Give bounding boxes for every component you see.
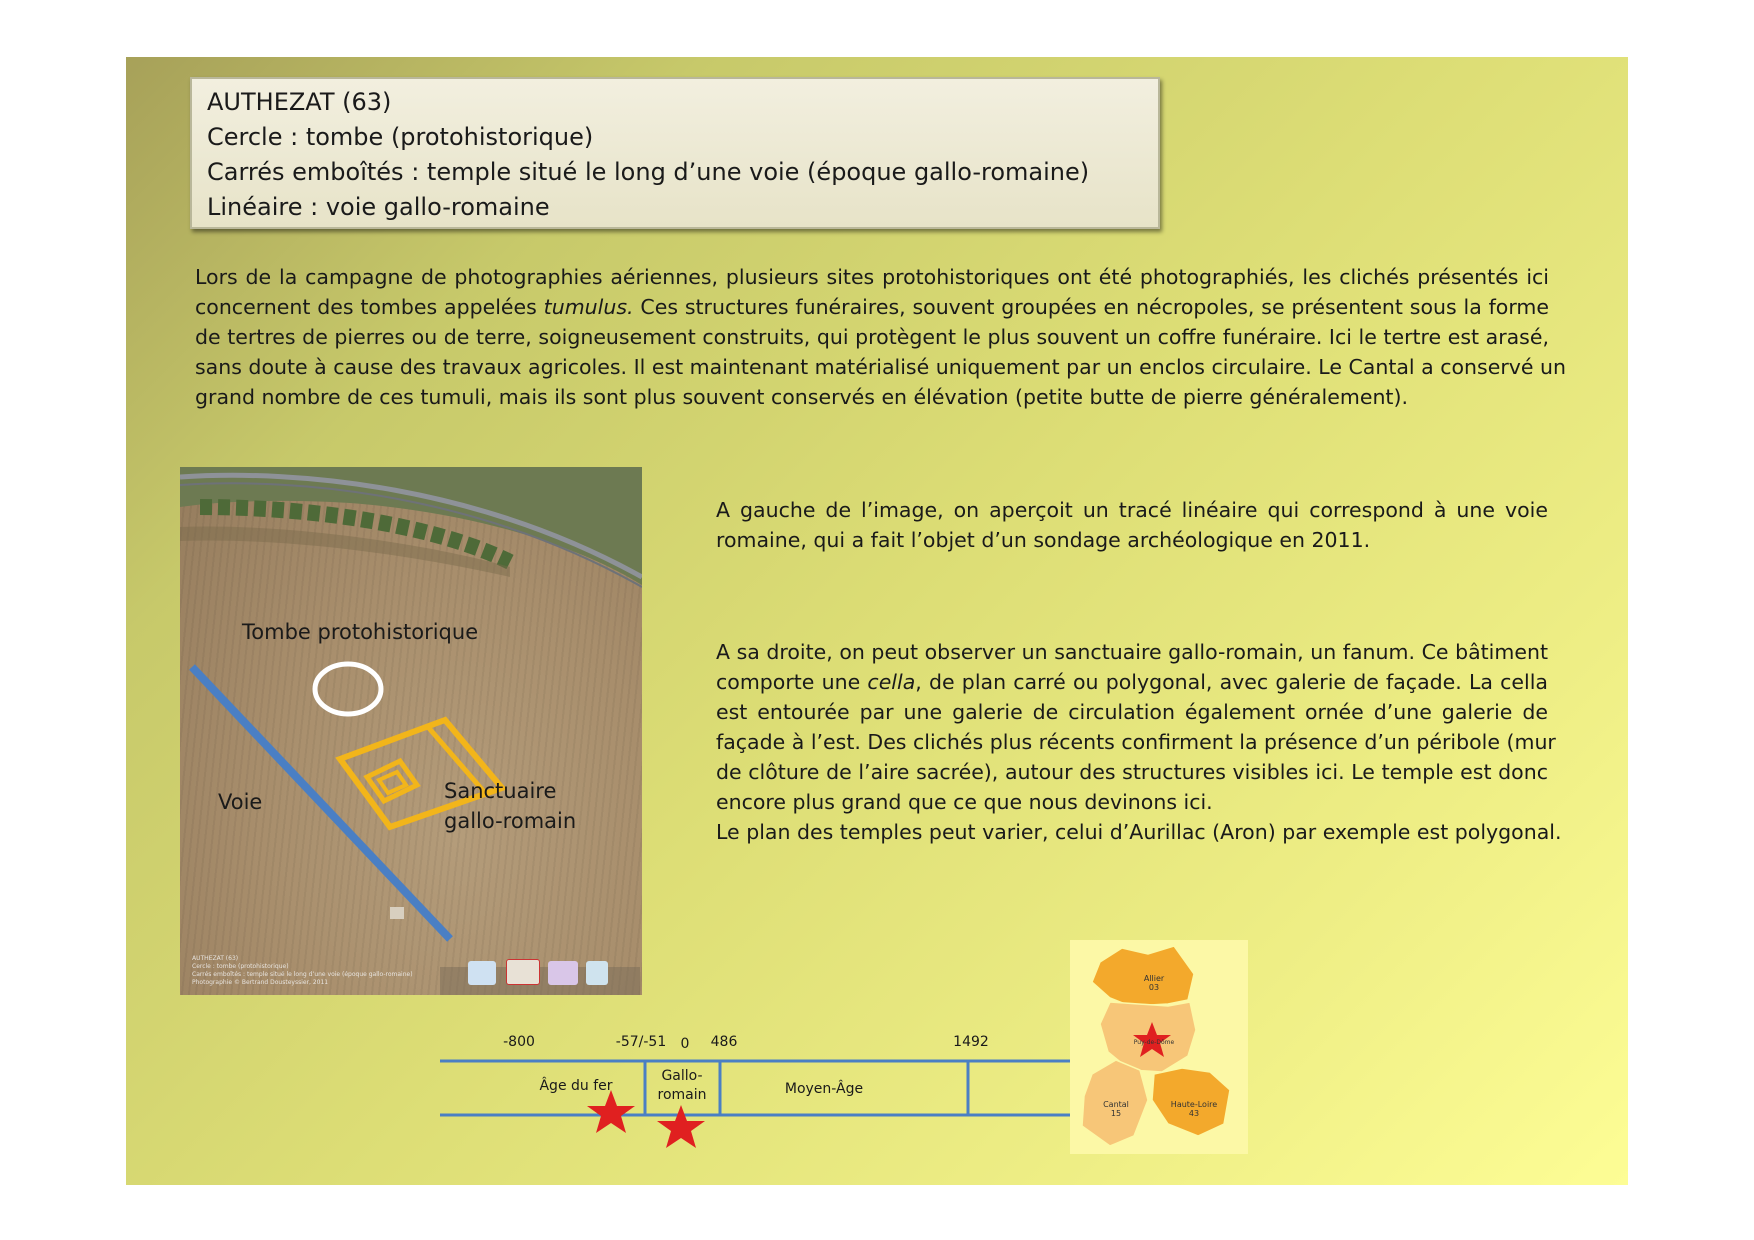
legend-linear: Linéaire : voie gallo-romaine	[207, 193, 550, 221]
period-gallo-roman-2: romain	[657, 1087, 707, 1103]
label-sanctuary-2: gallo-romain	[444, 809, 577, 833]
intro-line: de tertres de pierres ou de terre, soigneusement construits, qui protègent le plus souvent un coffre funéraire. Ici le tertre est arasé,	[195, 325, 1549, 349]
label-sanctuary: Sanctuaire	[444, 779, 557, 803]
road-description-line: A gauche de l’image, on aperçoit un tracé linéaire qui correspond à une voie	[716, 498, 1548, 522]
label-road: Voie	[218, 790, 263, 814]
intro-line: Lors de la campagne de photographies aériennes, plusieurs sites protohistoriques ont été photographiés, les clichés présentés ici	[195, 265, 1549, 289]
temple-plan-note: Le plan des temples peut varier, celui d’Aurillac (Aron) par exemple est polygonal.	[716, 820, 1562, 844]
tick-1492: 1492	[953, 1034, 989, 1050]
sanctuary-line: façade à l’est. Des clichés plus récents confirment la présence d’un péribole (mur	[716, 730, 1556, 754]
label-tomb: Tombe protohistorique	[242, 620, 479, 644]
intro-line: concernent des tombes appelées tumulus. Ces structures funéraires, souvent groupées en nécropoles, se présentent sous la forme	[195, 295, 1549, 319]
map-label-puy: Puy-de-Dôme	[1133, 1039, 1175, 1046]
sanctuary-line: A sa droite, on peut observer un sanctuaire gallo-romain, un fanum. Ce bâtiment	[716, 640, 1548, 664]
intro-line: sans doute à cause des travaux agricoles. Il est maintenant matérialisé uniquement par un enclos circulaire. Le Cantal a conservé un	[195, 355, 1566, 379]
cella-term: cella	[867, 670, 916, 694]
tumulus-term: tumulus.	[543, 295, 634, 319]
sanctuary-line: de clôture de l’aire sacrée), autour des structures visibles ici. Le temple est donc	[716, 760, 1548, 784]
star-iron-age	[587, 1090, 635, 1133]
star-gallo-roman	[657, 1105, 705, 1148]
slide	[126, 57, 1628, 1185]
map-drawing	[1070, 940, 1248, 1154]
tick-zero: 0	[680, 1036, 690, 1052]
sanctuary-line: encore plus grand que ce que nous devinons ici.	[716, 790, 1213, 814]
tick-minus-800: -800	[503, 1034, 535, 1050]
map-label-allier: Allier 03	[1143, 974, 1165, 992]
tick-minus-57-51: -57/-51	[615, 1034, 667, 1050]
period-gallo-roman: Gallo-	[661, 1068, 703, 1084]
map-label-cantal: Cantal 15	[1103, 1100, 1129, 1118]
tick-486: 486	[710, 1034, 738, 1050]
map-label-haute-loire: Haute-Loire 43	[1170, 1100, 1218, 1118]
sanctuary-line: est entourée par une galerie de circulation également ornée d’une galerie de	[716, 700, 1548, 724]
road-description-line: romaine, qui a fait l’objet d’un sondage archéologique en 2011.	[716, 528, 1371, 552]
sanctuary-line: comporte une cella, de plan carré ou polygonal, avec galerie de façade. La cella	[716, 670, 1548, 694]
period-middle-ages: Moyen-Âge	[784, 1081, 864, 1097]
site-name: AUTHEZAT (63)	[207, 88, 392, 116]
intro-line: grand nombre de ces tumuli, mais ils sont plus souvent conservés en élévation (petite butte de pierre généralement).	[195, 385, 1408, 409]
period-iron-age: Âge du fer	[539, 1078, 613, 1094]
auvergne-map	[1070, 940, 1248, 1154]
legend-circle: Cercle : tombe (protohistorique)	[207, 123, 594, 151]
timeline-graphic	[126, 57, 1628, 1185]
legend-squares: Carrés emboîtés : temple situé le long d’une voie (époque gallo-romaine)	[207, 158, 1090, 186]
photo-credits: AUTHEZAT (63) Cercle : tombe (protohistorique) Carrés emboîtés : temple situé le long d’une voie (époque gallo-romaine) Photographie © Bertrand Dousteyssier, 2011	[192, 955, 413, 986]
